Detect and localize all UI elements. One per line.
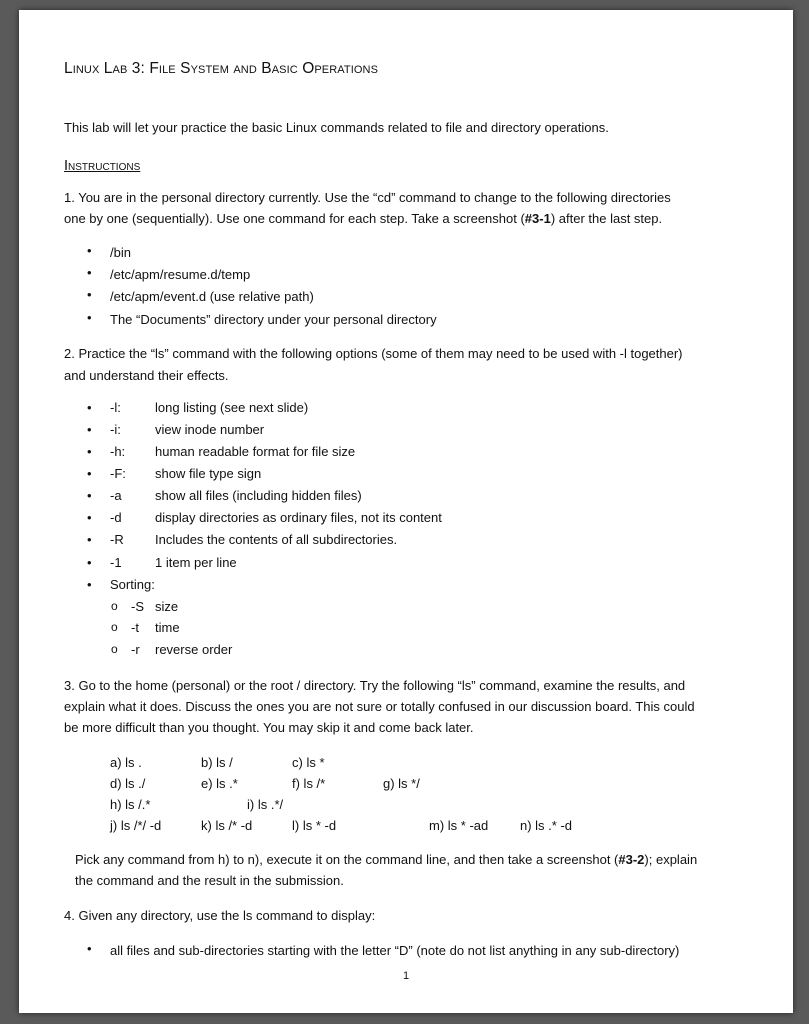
- command-item: j) ls /*/ -d: [110, 818, 162, 833]
- bullet-icon: •: [87, 400, 92, 415]
- option-desc: display directories as ordinary files, not its content: [155, 510, 442, 525]
- option-key: -l:: [110, 400, 121, 415]
- bullet-icon: •: [87, 422, 92, 437]
- intro-paragraph: This lab will let your practice the basic Linux commands related to file and directory operations.: [64, 120, 609, 135]
- list-item: /etc/apm/resume.d/temp: [110, 267, 251, 282]
- bullet-icon: •: [87, 287, 92, 302]
- bullet-icon: •: [87, 466, 92, 481]
- bullet-icon: •: [87, 510, 92, 525]
- list-item: /etc/apm/event.d (use relative path): [110, 289, 314, 304]
- command-item: e) ls .*: [201, 776, 238, 791]
- option-desc: Includes the contents of all subdirectories.: [155, 532, 398, 547]
- option-key: -R: [110, 532, 124, 547]
- sorting-label: Sorting:: [110, 577, 155, 592]
- command-item: k) ls /* -d: [201, 818, 253, 833]
- bullet-icon: •: [87, 444, 92, 459]
- bullet-icon: •: [87, 265, 92, 280]
- sort-desc: reverse order: [155, 642, 233, 657]
- step3-line2: explain what it does. Discuss the ones you are not sure or totally confused in our discussion board. This could: [64, 699, 695, 714]
- step2-line1: 2. Practice the “ls” command with the following options (some of them may need to be used with -l together): [64, 346, 683, 361]
- list-item: The “Documents” directory under your personal directory: [110, 312, 437, 327]
- step3-line3: be more difficult than you thought. You may skip it and come back later.: [64, 720, 474, 735]
- circle-bullet-icon: o: [111, 599, 118, 613]
- command-item: i) ls .*/: [247, 797, 284, 812]
- list-item: /bin: [110, 245, 131, 260]
- option-key: -i:: [110, 422, 121, 437]
- command-item: a) ls .: [110, 755, 142, 770]
- sort-key: -r: [131, 642, 140, 657]
- option-key: -1: [110, 555, 122, 570]
- command-item: b) ls /: [201, 755, 233, 770]
- command-item: c) ls *: [292, 755, 325, 770]
- option-desc: show all files (including hidden files): [155, 488, 362, 503]
- step3-line1: 3. Go to the home (personal) or the root / directory. Try the following “ls” command, examine the results, and: [64, 678, 686, 693]
- option-desc: 1 item per line: [155, 555, 237, 570]
- bullet-icon: •: [87, 488, 92, 503]
- option-key: -d: [110, 510, 122, 525]
- sort-desc: size: [155, 599, 179, 614]
- instructions-heading: Instructions: [64, 158, 141, 174]
- command-item: f) ls /*: [292, 776, 326, 791]
- command-item: h) ls /.*: [110, 797, 151, 812]
- list-item: all files and sub-directories starting with the letter “D” (note do not list anything in any sub-directory): [110, 943, 680, 958]
- option-desc: view inode number: [155, 422, 265, 437]
- sort-key: -S: [131, 599, 144, 614]
- option-key: -h:: [110, 444, 126, 459]
- step2-line2: and understand their effects.: [64, 368, 229, 383]
- pick-line1: Pick any command from h) to n), execute it on the command line, and then take a screenshot (#3-2); explain: [75, 852, 698, 867]
- sort-desc: time: [155, 620, 180, 635]
- page-title: Linux Lab 3: File System and Basic Operations: [64, 60, 379, 77]
- option-key: -F:: [110, 466, 126, 481]
- command-item: d) ls ./: [110, 776, 146, 791]
- document-page: [19, 10, 793, 1013]
- option-desc: show file type sign: [155, 466, 262, 481]
- step1-line1: 1. You are in the personal directory currently. Use the “cd” command to change to the following directories: [64, 190, 671, 205]
- bullet-icon: •: [87, 310, 92, 325]
- page-number: 1: [403, 970, 410, 982]
- command-item: l) ls * -d: [292, 818, 337, 833]
- command-item: n) ls .* -d: [520, 818, 573, 833]
- bullet-icon: •: [87, 532, 92, 547]
- step4-line1: 4. Given any directory, use the ls command to display:: [64, 908, 376, 923]
- option-key: -a: [110, 488, 122, 503]
- command-item: g) ls */: [383, 776, 420, 791]
- bullet-icon: •: [87, 941, 92, 956]
- circle-bullet-icon: o: [111, 642, 118, 656]
- command-item: m) ls * -ad: [429, 818, 489, 833]
- step1-line2: one by one (sequentially). Use one command for each step. Take a screenshot (#3-1) after the last step.: [64, 211, 663, 226]
- option-desc: human readable format for file size: [155, 444, 356, 459]
- sort-key: -t: [131, 620, 139, 635]
- pick-line2: the command and the result in the submission.: [75, 873, 344, 888]
- option-desc: long listing (see next slide): [155, 400, 309, 415]
- bullet-icon: •: [87, 243, 92, 258]
- bullet-icon: •: [87, 577, 92, 592]
- circle-bullet-icon: o: [111, 620, 118, 634]
- bullet-icon: •: [87, 555, 92, 570]
